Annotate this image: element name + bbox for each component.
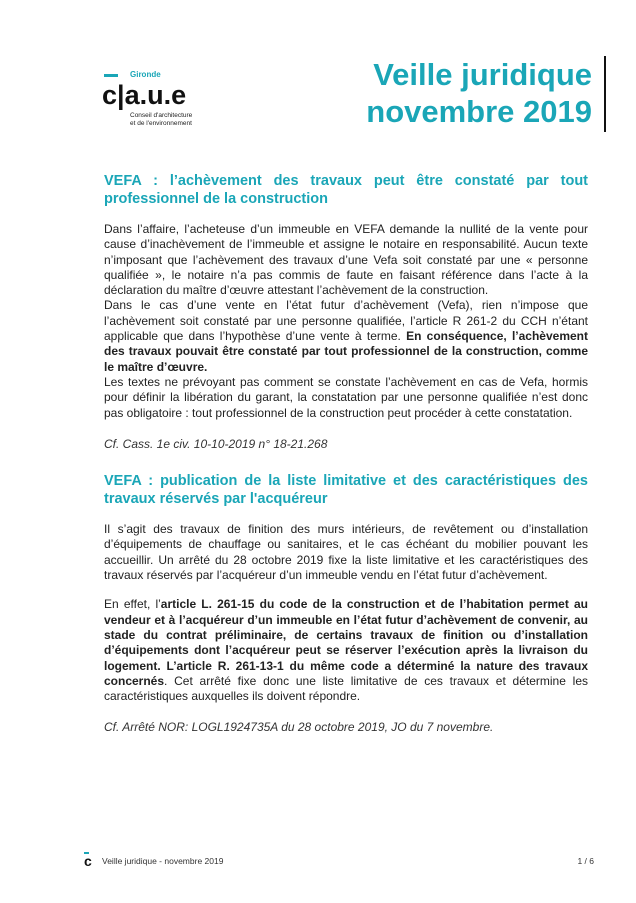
document-body	[104, 172, 588, 736]
section-heading: VEFA : publication de la liste limitative et des caractéristiques des travaux réservés par l'acquéreur	[104, 473, 588, 508]
page-title	[366, 56, 592, 130]
citation: Cf. Arrêté NOR: LOGL1924735A du 28 octobre 2019, JO du 7 novembre.	[104, 720, 494, 735]
section-vefa-travaux-reserves	[104, 472, 588, 736]
paragraph-text: En effet, l’	[104, 597, 161, 612]
page-title-line1: Veille juridique	[373, 57, 592, 92]
section-heading: VEFA : l’achèvement des travaux peut être constaté par tout professionnel de la construction	[104, 173, 588, 207]
paragraph: Il s’agit des travaux de finition des murs intérieurs, de revêtement ou d’installation d’équipements de chauffage ou sanitaires, et le cas échéant du mobilier pouvant les accueillir. Un arrêté du 28 octobre 2019 fixe la liste limitative et les caractéristiques des travaux réservés par l’acquéreur d’un immeuble vendu en l’état futur d’achèvement.	[104, 522, 588, 583]
footer-logo-mark: c	[84, 853, 92, 869]
paragraph-bold-text: En conséquence, l’achèvement des travaux pouvait être constaté par tout professionnel de la construction, comme le maître d’œuvre.	[104, 329, 588, 374]
paragraph-text: Dans le cas d’une vente en l’état futur d’achèvement (Vefa), rien n’impose que l’achèvement soit constaté par une personne qualifiée, l’article R 261-2 du CCH n’étant applicable que dans l’hypothèse d’une vente à terme.	[104, 298, 588, 344]
logo-subtitle-line2: et de l'environnement	[130, 120, 192, 127]
logo-subtitle-line1: Conseil d'architecture	[130, 112, 193, 119]
page-number: 1 / 6	[577, 856, 594, 866]
citation: Cf. Cass. 1e civ. 10-10-2019 n° 18-21.268	[104, 436, 328, 451]
paragraph: Dans l’affaire, l’acheteuse d’un immeuble en VEFA demande la nullité de la vente pour cause d’inachèvement de l’immeuble et assigne le notaire en responsabilité. Aucun texte n’imposant que l’achèvement des travaux d’une Vefa soit constaté par une « personne qualifiée », le notaire n’a pas commis de faute en faisant référence dans l’acte à la déclaration du maître d’œuvre attestant l’achèvement de la construction.	[104, 222, 588, 298]
logo-mark: c|a.u.e	[102, 80, 187, 110]
paragraph	[104, 597, 588, 704]
page-title-line2: novembre 2019	[366, 94, 592, 129]
paragraph: Les textes ne prévoyant pas comment se constate l’achèvement en cas de Vefa, hormis pour définir la libération du garant, la constatation par une personne qualifiée n’est donc pas obligatoire : tout professionnel de la construction peut procéder à cette constatation.	[104, 374, 588, 420]
logo-region: Gironde	[130, 70, 161, 79]
paragraph-bold-text: article L. 261-15 du code de la construction et de l’habitation permet au vendeur et à l’acquéreur d’un immeuble en l’état futur d’achèvement de convenir, au stade du contrat préliminaire, de certains travaux de finition ou d’installation d’équipements dont l’acquéreur peut se réserver l’exécution après la livraison du logement. L’article R. 261-13-1 du même code a déterminé la nature des travaux concernés	[104, 597, 588, 688]
paragraph	[104, 298, 588, 374]
title-divider	[604, 56, 606, 132]
section-vefa-achevement	[104, 172, 588, 452]
footer-label: Veille juridique - novembre 2019	[102, 856, 224, 866]
paragraph-text: . Cet arrêté fixe donc une liste limitative de ces travaux et détermine les caractéristiques auxquelles ils doivent répondre.	[104, 673, 588, 704]
logo-subtitle	[130, 112, 220, 128]
logo-accent-bar	[104, 74, 118, 77]
